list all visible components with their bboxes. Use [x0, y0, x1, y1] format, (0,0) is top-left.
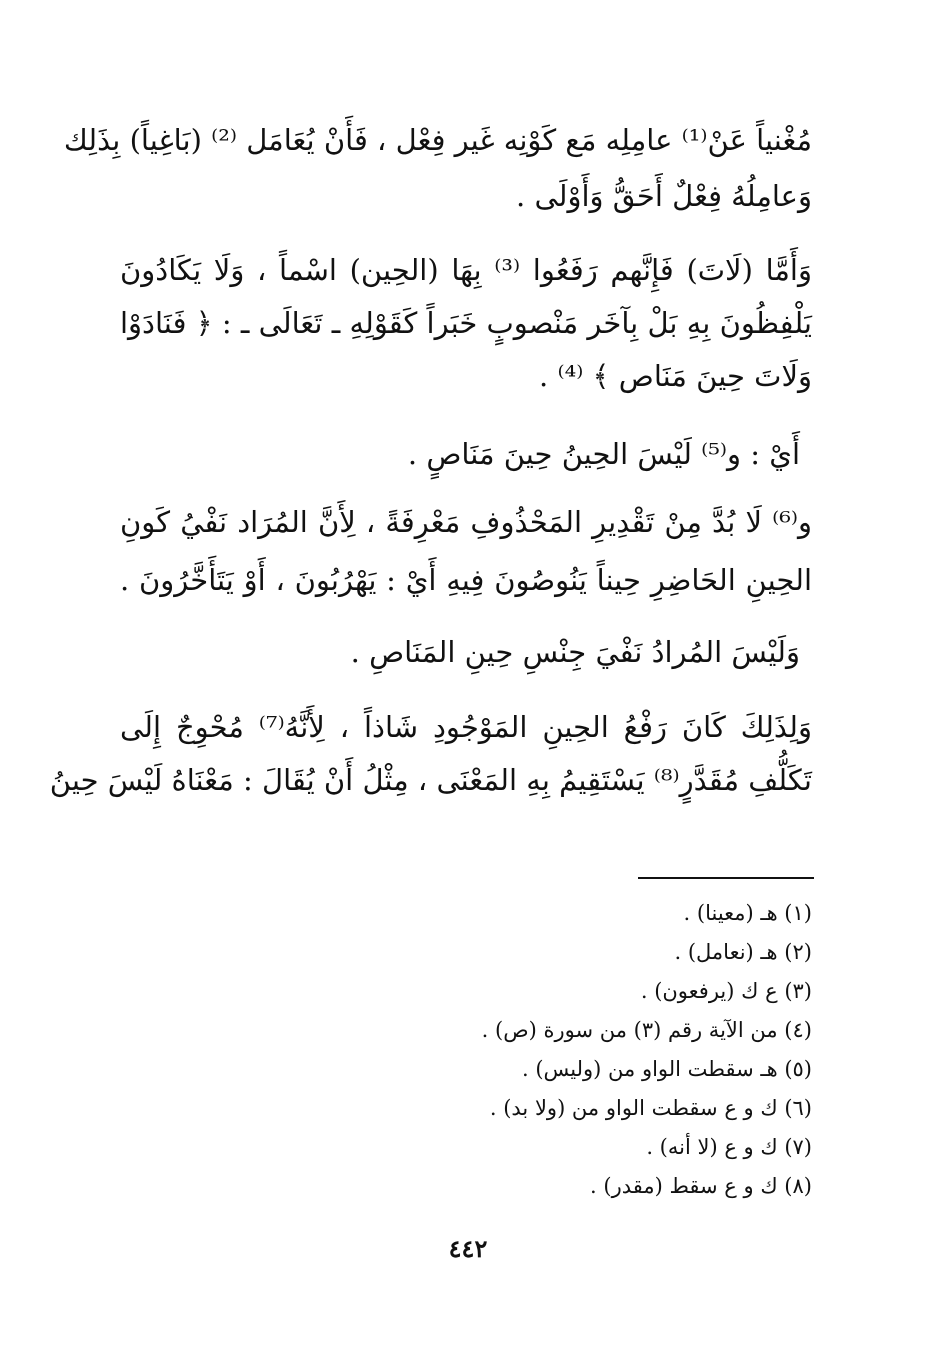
footnote-separator	[638, 877, 814, 879]
body-line-5: وَلَاتَ حِينَ مَنَاص ﴾ ⁽⁴⁾ .	[539, 359, 812, 393]
body-line-10: وَلِذَلِكَ كَانَ رَفْعُ الحِينِ المَوْجُودِ شَاذاً ، لِأَنَّهُ⁽⁷⁾ مُحْوِجٌ إِلَى	[120, 710, 812, 744]
body-line-4: يَلْفِظُونَ بِهِ بَلْ بِآخَر مَنْصوبٍ خَبَراً كَقَوْلِهِ ـ تَعَالَى ـ : ﴿ فَنَادَوْا	[120, 306, 812, 340]
body-line-3: وَأَمَّا (لَاتَ) فَإِنَّهم رَفَعُوا ⁽³⁾ بِهَا (الحِين) اسْماً ، وَلَا يَكَادُونَ	[120, 253, 812, 287]
footnote-2: (٢) هـ (نعامل) .	[674, 940, 812, 964]
footnote-4: (٤) من الآية رقم (٣) من سورة (ص) .	[481, 1018, 812, 1042]
body-line-8: الحِينِ الحَاضِرِ حِيناً يَنُوصُونَ فِيهِ أَيْ : يَهْرُبُونَ ، أَوْ يَتَأَخَّرُونَ .	[120, 563, 812, 597]
body-line-7: و⁽⁶⁾ لَا بُدَّ مِنْ تَقْدِيرِ المَحْذُوفِ مَعْرِفَةً ، لِأَنَّ المُرَاد نَفْيُ كَونِ	[120, 505, 812, 539]
body-line-11: تَكَلُّفِ مُقَدَّرٍ⁽⁸⁾ يَسْتَقِيمُ بِهِ المَعْنَى ، مِثْلُ أَنْ يُقَالَ : مَعْنَاهُ لَيْسَ حِينُ	[49, 763, 812, 797]
body-line-1: مُغْنياً عَنْ⁽¹⁾ عامِلِه مَع كَوْنِه غَير فِعْل ، فَأَنْ يُعَامَل ⁽²⁾ (بَاغِياً) بِذَلِك	[63, 123, 812, 157]
body-line-6: أَيْ : و⁽⁵⁾ لَيْسَ الحِينُ حِينَ مَنَاصٍ .	[407, 437, 800, 471]
footnote-1: (١) هـ (معينا) .	[683, 901, 812, 925]
body-line-2: وَعامِلُهُ فِعْلٌ أَحَقُّ وَأَوْلَى .	[516, 179, 812, 213]
footnote-5: (٥) هـ سقطت الواو من (وليس) .	[521, 1057, 812, 1081]
footnote-3: (٣) ع ك (يرفعون) .	[640, 979, 812, 1003]
footnote-6: (٦) ك و ع سقطت الواو من (ولا بد) .	[489, 1096, 812, 1120]
page-number: ٤٤٢	[448, 1234, 488, 1263]
body-line-9: وَلَيْسَ المُرادُ نَفْيَ جِنْسِ حِينِ المَنَاصِ .	[350, 635, 800, 669]
footnote-8: (٨) ك و ع سقط (مقدر) .	[590, 1174, 812, 1198]
footnote-7: (٧) ك و ع (لا أنه) .	[646, 1135, 812, 1159]
